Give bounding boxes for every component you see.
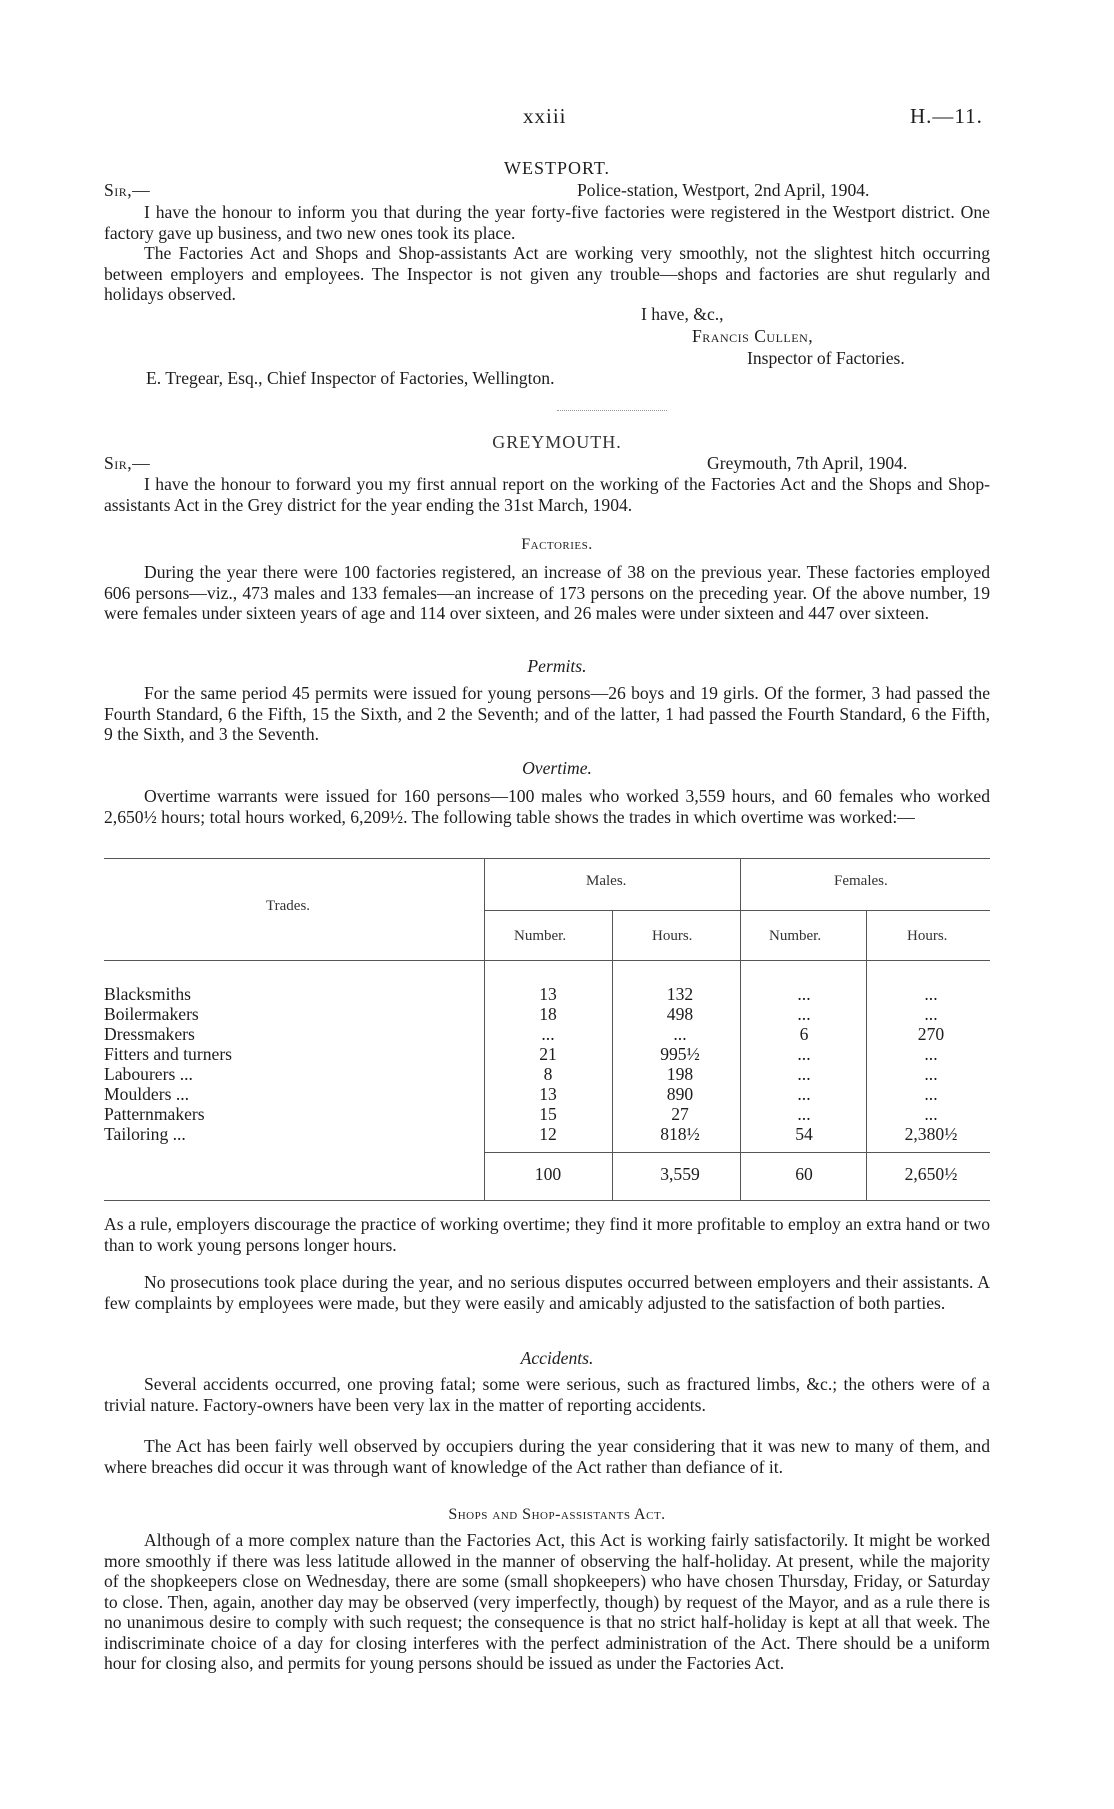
westport-heading: WESTPORT. [503, 158, 611, 178]
table-cell-females-hours: ... [924, 1004, 938, 1024]
totals-rule [484, 1152, 990, 1153]
westport-paragraph-2: The Factories Act and Shops and Shop-assistants Act are working very smoothly, not the slightest hitch occurring between employers and employees. The Inspector is not given any trouble—shops and factories are shut regularly and holidays observed. [104, 243, 990, 304]
col-males-hours: Hours. [652, 928, 693, 944]
table-cell-males-hours: 27 [671, 1104, 689, 1124]
table-row-trade: Patternmakers [104, 1104, 205, 1124]
table-cell-females-hours: 2,380½ [904, 1124, 958, 1144]
table-cell-females-hours: ... [924, 1104, 938, 1124]
col-females: Females. [834, 873, 888, 889]
table-cell-females-hours: ... [924, 1084, 938, 1104]
table-cell-males-hours: ... [673, 1024, 687, 1044]
shops-heading: Shops and Shop-assistants Act. [448, 1506, 666, 1523]
greymouth-intro: I have the honour to forward you my first annual report on the working of the Factories Act and the Shops and Shop-assistants Act in the Grey district for the year ending the 31st March, 1904. [104, 474, 990, 515]
table-cell-males-number: 15 [539, 1104, 557, 1124]
prosecutions-paragraph: No prosecutions took place during the year, and no serious disputes occurred between employers and their assistants. A few complaints by employees were made, but they were easily and amicably adjusted to the satisfaction of both parties. [104, 1272, 990, 1313]
westport-salutation: Sir,— [104, 180, 151, 200]
table-cell-males-number: 18 [539, 1004, 557, 1024]
westport-closing: I have, &c., [641, 304, 724, 324]
act-observed-paragraph: The Act has been fairly well observed by occupiers during the year considering that it was new to many of them, and where breaches did occur it was through want of knowledge of the Act rather than defiance of it. [104, 1436, 990, 1477]
table-cell-females-hours: 270 [917, 1024, 945, 1044]
table-divider-females [866, 910, 867, 1200]
table-cell-females-number: ... [797, 984, 811, 1004]
westport-signatory: Francis Cullen, [692, 326, 814, 346]
table-cell-males-hours: 818½ [660, 1124, 700, 1144]
table-cell-females-number: ... [797, 1084, 811, 1104]
total-females-hours: 2,650½ [904, 1164, 958, 1184]
col-males-number: Number. [514, 928, 567, 944]
section-divider [557, 410, 667, 411]
permits-paragraph: For the same period 45 permits were issued for young persons—26 boys and 19 girls. Of the former, 3 had passed the Fourth Standard, 6 the Fifth, 15 the Sixth, and 2 the Seventh; and of the latter, 1 had passed the Fourth Standard, 6 the Fifth, 9 the Sixth, and 3 the Seventh. [104, 683, 990, 744]
table-cell-males-hours: 198 [666, 1064, 694, 1084]
table-cell-males-number: 13 [539, 1084, 557, 1104]
table-cell-males-number: 8 [543, 1064, 553, 1084]
table-row-trade: Fitters and turners [104, 1044, 233, 1064]
table-cell-males-number: 13 [539, 984, 557, 1004]
document-code: H.—11. [910, 104, 983, 128]
table-row-trade: Moulders ... [104, 1084, 190, 1104]
westport-paragraph-1: I have the honour to inform you that during the year forty-five factories were registered in the Westport district. One factory gave up business, and two new ones took its place. [104, 202, 990, 243]
westport-addressee: E. Tregear, Esq., Chief Inspector of Factories, Wellington. [146, 368, 555, 388]
table-cell-males-hours: 498 [666, 1004, 694, 1024]
table-row-trade: Blacksmiths [104, 984, 191, 1004]
col-females-number: Number. [769, 928, 822, 944]
table-cell-males-hours: 132 [666, 984, 694, 1004]
table-row-trade: Boilermakers [104, 1004, 199, 1024]
table-cell-females-number: ... [797, 1104, 811, 1124]
table-cell-males-number: ... [541, 1024, 555, 1044]
table-cell-females-hours: ... [924, 1044, 938, 1064]
total-females-number: 60 [795, 1164, 813, 1184]
col-trades: Trades. [266, 898, 311, 914]
total-males-number: 100 [534, 1164, 562, 1184]
table-subheader-rule [484, 910, 990, 911]
table-cell-females-hours: ... [924, 1064, 938, 1084]
total-males-hours: 3,559 [660, 1164, 700, 1184]
westport-address: Police-station, Westport, 2nd April, 1904. [577, 180, 870, 200]
shops-paragraph: Although of a more complex nature than the Factories Act, this Act is working fairly satisfactorily. It might be worked more smoothly if there was less latitude allowed in the manner of observing the half-holiday. At present, while the majority of the shopkeepers close on Wednesday, there are some (small shopkeepers) who have chosen Thursday, Friday, or Saturday to close. Then, again, another day may be observed (very imperfectly, though) by request of the Mayor, and as a rule there is no unanimous desire to comply with such request; the consequence is that no strict half-holiday is kept at all that week. The indiscriminate choice of a day for closing interferes with the perfect administration of the Act. There should be a uniform hour for closing also, and permits for young persons should be issued as under the Factories Act. [104, 1530, 990, 1673]
table-row-trade: Tailoring ... [104, 1124, 186, 1144]
accidents-heading: Accidents. [520, 1348, 594, 1368]
table-divider-males [612, 910, 613, 1200]
table-cell-females-hours: ... [924, 984, 938, 1004]
col-males: Males. [586, 873, 627, 889]
overtime-paragraph: Overtime warrants were issued for 160 persons—100 males who worked 3,559 hours, and 60 females who worked 2,650½ hours; total hours worked, 6,209½. The following table shows the trades in which overtime was worked:— [104, 786, 990, 827]
permits-heading: Permits. [527, 656, 587, 676]
table-cell-females-number: ... [797, 1044, 811, 1064]
greymouth-heading: GREYMOUTH. [492, 432, 622, 452]
table-cell-males-number: 21 [539, 1044, 557, 1064]
factories-heading: Factories. [521, 536, 593, 553]
after-table-paragraph: As a rule, employers discourage the practice of working overtime; they find it more profitable to employ an extra hand or two than to work young persons longer hours. [104, 1214, 990, 1255]
table-row-trade: Dressmakers [104, 1024, 195, 1044]
greymouth-address: Greymouth, 7th April, 1904. [707, 453, 908, 473]
table-cell-males-number: 12 [539, 1124, 557, 1144]
accidents-paragraph: Several accidents occurred, one proving fatal; some were serious, such as fractured limbs, &c.; the others were of a trivial nature. Factory-owners have been very lax in the matter of reporting accidents. [104, 1374, 990, 1415]
table-cell-females-number: 54 [795, 1124, 813, 1144]
table-cell-females-number: ... [797, 1004, 811, 1024]
table-cell-females-number: ... [797, 1064, 811, 1084]
table-top-rule [104, 858, 990, 859]
table-cell-males-hours: 890 [666, 1084, 694, 1104]
table-row-trade: Labourers ... [104, 1064, 193, 1084]
factories-paragraph: During the year there were 100 factories registered, an increase of 38 on the previous year. These factories employed 606 persons—viz., 473 males and 133 females—an increase of 173 persons on the preceding year. Of the above number, 19 were females under sixteen years of age and 114 over sixteen, and 26 males were under sixteen and 447 over sixteen. [104, 562, 990, 623]
page-number: xxiii [523, 104, 567, 128]
overtime-heading: Overtime. [522, 758, 592, 778]
col-females-hours: Hours. [907, 928, 948, 944]
westport-signatory-title: Inspector of Factories. [747, 348, 905, 368]
table-cell-females-number: 6 [799, 1024, 809, 1044]
table-bottom-rule [104, 1200, 990, 1201]
greymouth-salutation: Sir,— [104, 453, 151, 473]
table-cell-males-hours: 995½ [660, 1044, 700, 1064]
table-header-rule [104, 960, 990, 961]
